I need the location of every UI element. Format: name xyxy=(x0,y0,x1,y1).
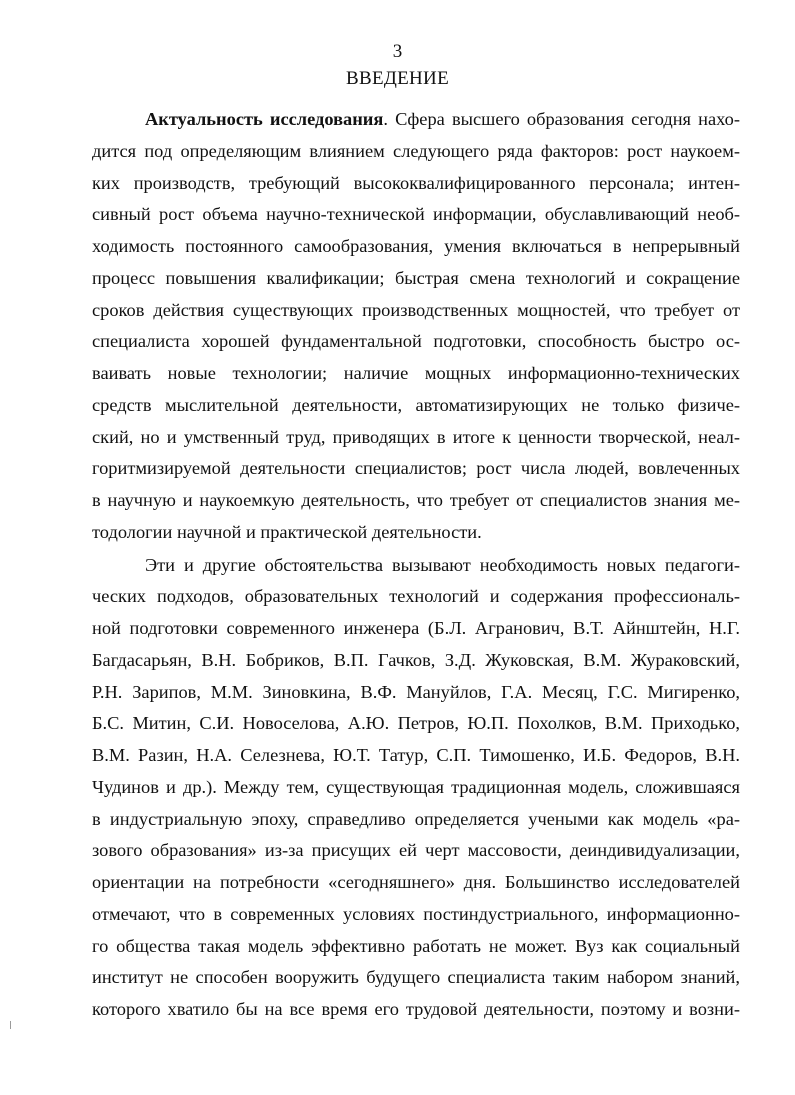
page-number: 3 xyxy=(392,41,403,62)
text-line: сроков действия существующих производственных мощностей, что требует от xyxy=(92,299,740,320)
text-line: ориентации на потребности «сегодняшнего» дня. Большинство исследователей xyxy=(92,872,740,892)
text-line: в индустриальную эпоху, справедливо определяется учеными как модель «ра- xyxy=(92,808,740,829)
text-line: ческих подходов, образовательных технологий и содержания профессиональ- xyxy=(92,586,740,607)
text-line: В.М. Разин, Н.А. Селезнева, Ю.Т. Татур, С.П. Тимошенко, И.Б. Федоров, В.Н. xyxy=(92,745,740,765)
text-line: специалиста хорошей фундаментальной подготовки, способность быстро ос- xyxy=(92,331,740,352)
line-text: . Сфера высшего образования сегодня нахо- xyxy=(383,109,740,129)
section-heading: ВВЕДЕНИЕ xyxy=(346,68,449,89)
scan-margin-mark xyxy=(10,1021,11,1029)
body-text xyxy=(92,104,740,1026)
text-line: в научную и наукоемкую деятельность, что требует от специалистов знания ме- xyxy=(92,490,740,510)
text-line: го общества такая модель эффективно работать не может. Вуз как социальный xyxy=(92,935,740,956)
text-line: Багдасарьян, В.Н. Бобриков, В.П. Гачков, З.Д. Жуковская, В.М. Жураковский, xyxy=(92,649,740,670)
text-line: ких производств, требующий высококвалифицированного персонала; интен- xyxy=(92,172,740,193)
text-line: ваивать новые технологии; наличие мощных информационно-технических xyxy=(92,363,740,383)
text-line: тодологии научной и практической деятельности. xyxy=(92,521,482,542)
text-line: ходимость постоянного самообразования, умения включаться в непрерывный xyxy=(92,236,740,256)
text-line: процесс повышения квалификации; быстрая смена технологий и сокращение xyxy=(92,267,740,288)
text-line: дится под определяющим влиянием следующего ряда факторов: рост наукоем- xyxy=(92,140,740,161)
text-line: которого хватило бы на все время его трудовой деятельности, поэтому и возни- xyxy=(92,999,740,1019)
text-line: горитмизируемой деятельности специалистов; рост числа людей, вовлеченных xyxy=(92,458,740,479)
text-line: институт не способен вооружить будущего специалиста таким набором знаний, xyxy=(92,967,740,988)
text-line: Эти и другие обстоятельства вызывают необходимость новых педагоги- xyxy=(145,554,740,575)
text-line: ский, но и умственный труд, приводящих в итоге к ценности творческой, неал- xyxy=(92,426,740,447)
text-line: сивный рост объема научно-технической информации, обуславливающий необ- xyxy=(92,204,740,225)
lead-term: Актуальность исследования xyxy=(145,109,384,129)
text-line: зового образования» из-за присущих ей черт массовости, деиндивидуализации, xyxy=(92,840,740,861)
text-line: отмечают, что в современных условиях постиндустриального, информационно- xyxy=(92,903,740,924)
text-line xyxy=(92,104,740,136)
text-line: Р.Н. Зарипов, М.М. Зиновкина, В.Ф. Мануйлов, Г.А. Месяц, Г.С. Мигиренко, xyxy=(92,681,740,702)
text-line: средств мыслительной деятельности, автоматизирующих не только физиче- xyxy=(92,394,740,415)
text-line: Чудинов и др.). Между тем, существующая традиционная модель, сложившаяся xyxy=(92,776,740,797)
text-line: Б.С. Митин, С.И. Новоселова, А.Ю. Петров, Ю.П. Похолков, В.М. Приходько, xyxy=(92,713,740,734)
text-line: ной подготовки современного инженера (Б.Л. Агранович, В.Т. Айнштейн, Н.Г. xyxy=(92,618,740,638)
